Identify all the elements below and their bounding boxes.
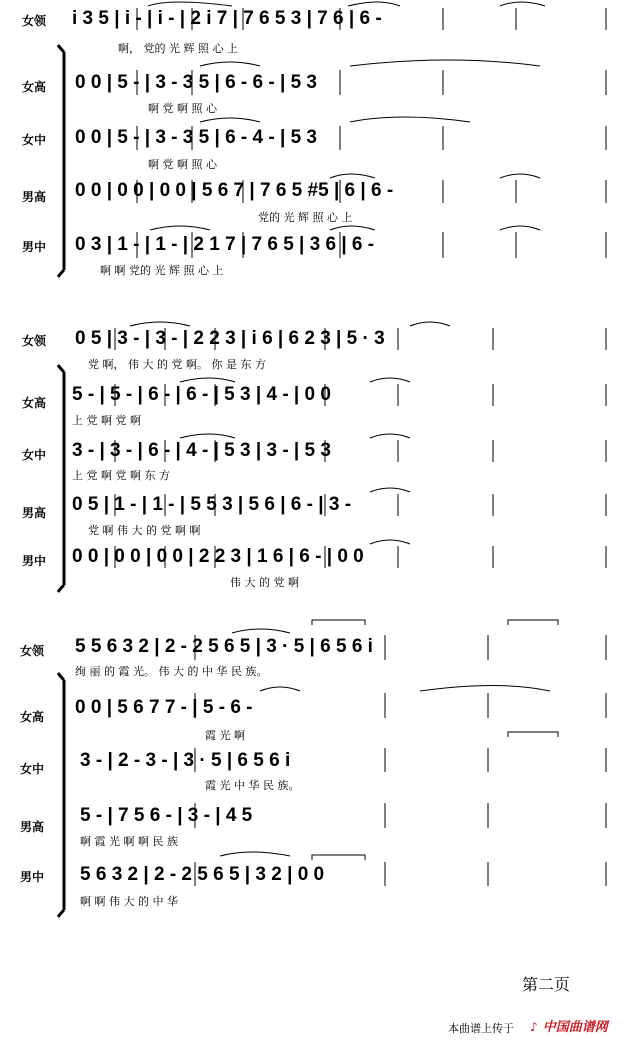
part-label-tenor: 男高 <box>22 506 47 520</box>
notes-row: 0 0 | 5 - | 3 - 3 5 | 6 - 6 - | 5 3 <box>75 72 317 93</box>
part-label-baritone: 男中 <box>20 870 45 884</box>
lyrics-row: 霞 光 中 华 民 族。 <box>205 779 300 792</box>
part-label-soprano-lead: 女领 <box>20 644 45 658</box>
part-label-alto: 女中 <box>22 133 47 147</box>
notes-row: 3 - | 3 - | 6 - | 4 - | 5 3 | 3 - | 5 3 <box>72 440 331 461</box>
part-label-soprano: 女高 <box>20 710 45 724</box>
page-number: 第二页 <box>522 975 571 994</box>
lyrics-row: 党 啊， 伟 大 的 党 啊。 你 是 东 方 <box>88 358 266 371</box>
lyrics-row: 上 党 啊 党 啊 <box>72 414 141 427</box>
brand-name: 中国曲谱网 <box>542 1020 608 1035</box>
notes-row: 0 0 | 5 6 7 7 - | 5 - 6 - <box>75 697 253 718</box>
lyrics-row: 啊 霞 光 啊 啊 民 族 <box>80 835 178 848</box>
notes-row: 0 5 | 1 - | 1 - | 5 5 3 | 5 6 | 6 - | 3 - <box>72 494 352 515</box>
footer-text: 本曲谱上传于 <box>448 1022 514 1035</box>
part-label-baritone: 男中 <box>22 554 47 568</box>
part-label-tenor: 男高 <box>22 190 47 204</box>
notes-row: 3 - | 2 - 3 - | 3 · 5 | 6 5 6 i <box>80 750 291 771</box>
system-3-bracket <box>58 673 64 917</box>
lyrics-row: 啊 啊 党的 光 辉 照 心 上 <box>100 264 224 277</box>
part-label-soprano-lead: 女领 <box>22 14 47 28</box>
part-label-baritone: 男中 <box>22 240 47 254</box>
notes-row: i 3 5 | i - | i - | 2 i 7 | 7 6 5 3 | 7 6 | 6 - <box>72 8 382 29</box>
part-label-alto: 女中 <box>22 448 47 462</box>
notes-row: 0 5 | 3 - | 3 - | 2 2 3 | i 6 | 6 2 3 | 5 · 3 <box>75 328 385 349</box>
notes-row: 5 6 3 2 | 2 - 2 5 6 5 | 3 2 | 0 0 <box>80 864 325 885</box>
music-note-icon: ♪ <box>530 1020 538 1034</box>
notes-row: 0 0 | 0 0 | 0 0 | 5 6 7 | 7 6 5 #5 | 6 | 6 - <box>75 180 394 201</box>
lyrics-row: 啊， 党的 光 辉 照 心 上 <box>118 42 238 55</box>
lyrics-row: 啊 党 啊 照 心 <box>148 102 217 115</box>
lyrics-row: 绚 丽 的 霞 光。 伟 大 的 中 华 民 族。 <box>75 665 268 678</box>
lyrics-row: 伟 大 的 党 啊 <box>230 576 299 589</box>
part-label-tenor: 男高 <box>20 820 45 834</box>
system-2-bracket <box>58 365 64 592</box>
part-label-alto: 女中 <box>20 762 45 776</box>
part-label-soprano: 女高 <box>22 396 47 410</box>
lyrics-row: 上 党 啊 党 啊 东 方 <box>72 469 170 482</box>
lyrics-row: 党 啊 伟 大 的 党 啊 啊 <box>88 524 201 537</box>
notes-row: 5 - | 5 - | 6 - | 6 - | 5 3 | 4 - | 0 0 <box>72 384 331 405</box>
notes-row: 5 - | 7 5 6 - | 3 - | 4 5 <box>80 805 253 826</box>
brand-logo[interactable] <box>530 1016 608 1035</box>
part-label-soprano-lead: 女领 <box>22 334 47 348</box>
notes-row: 5 5 6 3 2 | 2 - 2 5 6 5 | 3 · 5 | 6 5 6 i <box>75 636 373 657</box>
lyrics-row: 啊 啊 伟 大 的 中 华 <box>80 895 178 908</box>
lyrics-row: 党的 光 辉 照 心 上 <box>258 211 353 224</box>
part-label-soprano: 女高 <box>22 80 47 94</box>
system-1-bracket <box>58 45 64 277</box>
lyrics-row: 霞 光 啊 <box>205 729 245 742</box>
notes-row: 0 3 | 1 - | 1 - | 2 1 7 | 7 6 5 | 3 6 | 6 - <box>75 234 375 255</box>
lyrics-row: 啊 党 啊 照 心 <box>148 158 217 171</box>
notes-row: 0 0 | 0 0 | 0 0 | 2 2 3 | 1 6 | 6 - | 0 0 <box>72 546 364 567</box>
notes-row: 0 0 | 5 - | 3 - 3 5 | 6 - 4 - | 5 3 <box>75 127 317 148</box>
